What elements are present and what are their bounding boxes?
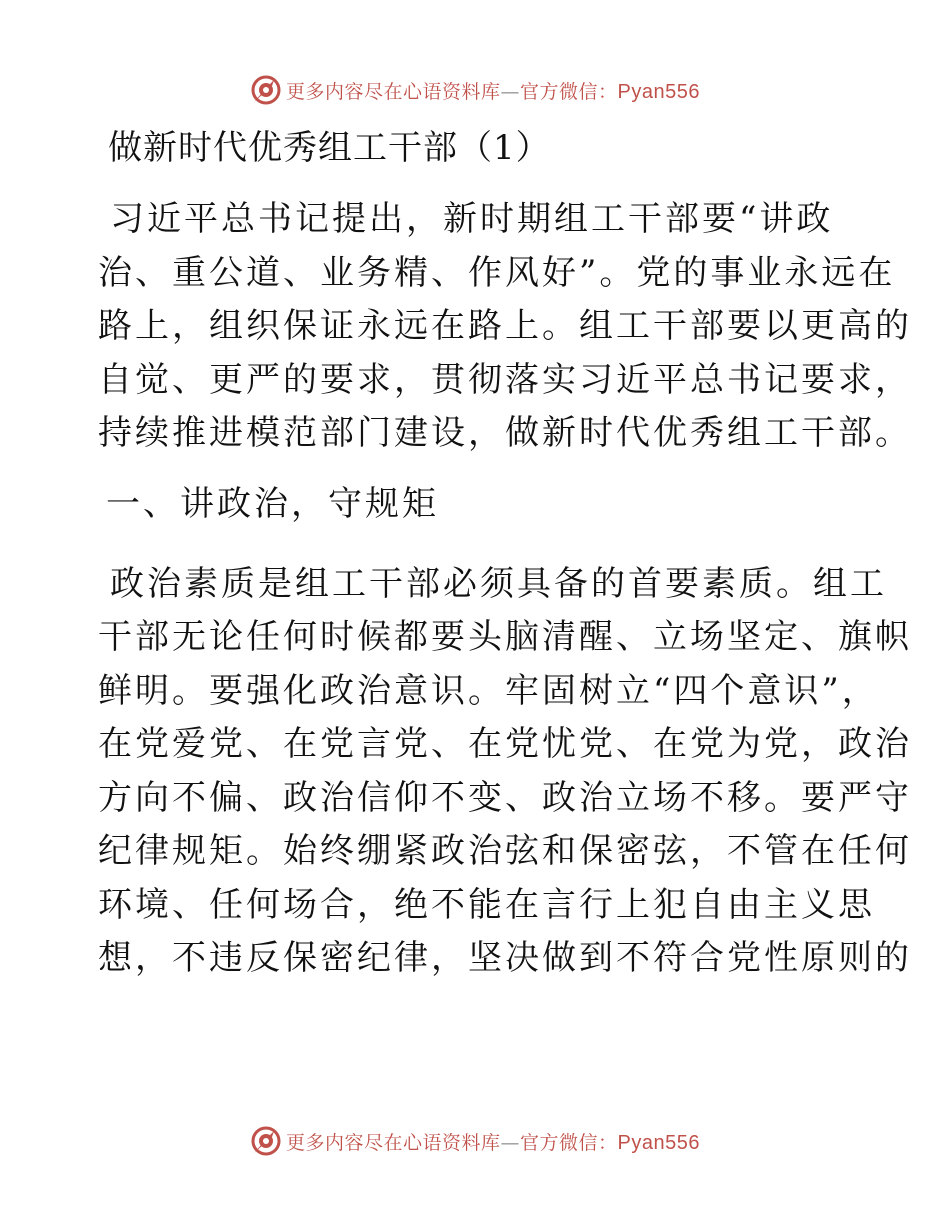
paragraph-line: 自觉、更严的要求，贯彻落实习近平总书记要求， xyxy=(98,359,912,400)
paragraph-line: 路上，组织保证永远在路上。组工干部要以更高的 xyxy=(98,306,912,346)
quill-circle-logo-icon xyxy=(250,1125,282,1157)
paragraph-line: 在党爱党、在党言党、在党忧党、在党为党，政治 xyxy=(98,724,912,764)
quill-circle-logo-icon xyxy=(250,74,282,106)
paragraph-line: 干部无论任何时候都要头脑清醒、立场坚定、旗帜 xyxy=(98,617,912,657)
footer-banner xyxy=(0,1121,950,1161)
document-title: 做新时代优秀组工干部（1） xyxy=(108,128,551,168)
banner-prefix: 更多内容尽在心语资料库 xyxy=(286,80,501,103)
paragraph-line: 习近平总书记提出，新时期组工干部要“讲政 xyxy=(110,199,834,239)
paragraph-line: 环境、任何场合，绝不能在言行上犯自由主义思 xyxy=(98,884,875,925)
banner-middle: 官方微信： xyxy=(520,1131,618,1154)
intro-paragraph xyxy=(98,193,912,461)
banner-prefix: 更多内容尽在心语资料库 xyxy=(286,1131,501,1154)
document-body xyxy=(98,125,912,986)
paragraph-line: 方向不偏、政治信仰不变、政治立场不移。要严守 xyxy=(98,777,912,818)
paragraph-line: 持续推进模范部门建设，做新时代优秀组工干部。 xyxy=(98,413,912,453)
paragraph-line: 鲜明。要强化政治意识。牢固树立“四个意识”， xyxy=(98,670,879,711)
banner-handle: Pyan556 xyxy=(617,1131,700,1154)
banner-dash: — xyxy=(500,80,521,103)
section-paragraph xyxy=(98,558,912,986)
section-heading: 一、讲政治，守规矩 xyxy=(106,483,439,524)
paragraph-line: 政治素质是组工干部必须具备的首要素质。组工 xyxy=(110,563,887,604)
banner-text xyxy=(286,77,700,104)
header-banner xyxy=(0,70,950,110)
paragraph-line: 治、重公道、业务精、作风好”。党的事业永远在 xyxy=(98,252,896,293)
paragraph-line: 纪律规矩。始终绷紧政治弦和保密弦，不管在任何 xyxy=(98,831,912,871)
banner-middle: 官方微信： xyxy=(520,80,618,103)
banner-dash: — xyxy=(500,1131,521,1154)
paragraph-line: 想，不违反保密纪律，坚决做到不符合党性原则的 xyxy=(98,938,912,978)
banner-text xyxy=(286,1128,700,1155)
banner-handle: Pyan556 xyxy=(617,80,700,103)
